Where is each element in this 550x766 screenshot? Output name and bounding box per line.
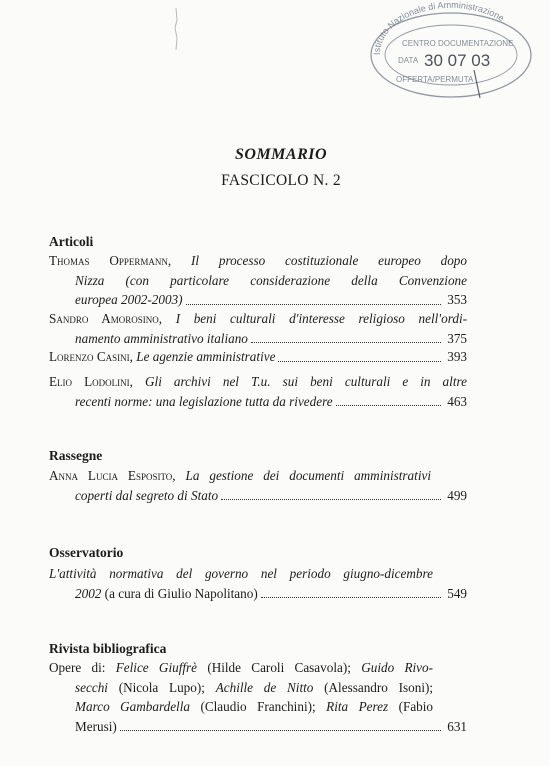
stamp-arc-text: Istituto Nazionale di Amministrazione — [371, 0, 506, 56]
stamp-line3: OFFERTA/PERMUTA — [396, 75, 474, 84]
reviewed-work: Guido Rivo- — [361, 660, 433, 675]
page-number: 353 — [447, 292, 467, 307]
stamp-line1: CENTRO DOCUMENTAZIONE — [402, 39, 514, 48]
section-title-osservatorio: Osservatorio — [49, 545, 124, 560]
entry-title-line: europea 2002-2003) — [75, 292, 183, 307]
dot-leader — [120, 717, 441, 732]
toc-line: Elio Lodolini, Gli archivi nel T.u. sui beni culturali e in altre — [49, 374, 467, 389]
library-stamp — [362, 0, 537, 100]
toc-entry-oppermann[interactable] — [49, 251, 467, 310]
page-number: 393 — [447, 349, 467, 364]
page-number: 631 — [447, 718, 467, 734]
reviewer: (Nicola Lupo); — [118, 679, 205, 695]
toc-entry-amorosino[interactable] — [49, 309, 467, 348]
entry-year: 2002 — [75, 585, 102, 601]
entry-author: Sandro Amorosino — [49, 311, 159, 326]
toc-line — [49, 697, 467, 717]
page-number: 375 — [447, 330, 467, 346]
page-number: 463 — [447, 393, 467, 409]
toc-entry-attivita-normativa[interactable] — [49, 564, 467, 603]
page-number: 549 — [447, 585, 467, 601]
toc-line — [49, 564, 467, 584]
issue-subtitle: FASCICOLO N. 2 — [221, 172, 341, 189]
toc-line — [49, 717, 467, 737]
entry-title-line: Il processo costituzionale europeo dopo — [191, 253, 467, 268]
dot-leader — [278, 347, 441, 362]
stamp-date-value: 30 07 03 — [424, 51, 491, 70]
reviewed-work: Marco Gambardella — [75, 699, 190, 714]
reviewer: (Alessandro Isoni); — [324, 679, 433, 695]
dot-leader — [251, 329, 441, 344]
entry-title-line: coperti dal segreto di Stato — [75, 487, 219, 503]
dot-leader — [186, 290, 442, 305]
toc-line: Sandro Amorosino, I beni culturali d'interesse religioso nell'ordi- — [49, 311, 467, 326]
toc-entry-esposito[interactable] — [49, 466, 467, 505]
reviewed-work: Rita Perez — [326, 699, 389, 714]
page-title: SOMMARIO — [234, 146, 328, 163]
toc-line — [49, 329, 467, 349]
toc-entry-casini[interactable] — [49, 347, 467, 367]
entry-title-line: Nizza (con particolare considerazione della Convenzione — [75, 272, 467, 288]
entry-title-line: I beni culturali d'interesse religioso nell'ordi- — [175, 311, 467, 326]
entry-title-line: La gestione dei documenti amministrativi — [185, 468, 431, 483]
reviewer: (Claudio Franchini); — [200, 699, 316, 714]
dot-leader — [336, 392, 442, 407]
toc-line — [49, 486, 467, 506]
entry-prefix: Opere di: — [49, 660, 106, 675]
section-title-articoli: Articoli — [49, 234, 94, 249]
stamp-date-label: DATA — [398, 56, 419, 65]
section-title-rivista-bibliografica: Rivista bibliografica — [49, 641, 167, 656]
toc-line: Lorenzo Casini, Le agenzie amministrative 393 — [49, 347, 467, 367]
toc-line: Thomas Oppermann, Il processo costituzionale europeo dopo — [49, 253, 467, 268]
entry-title-line: recenti norme: una legislazione tutta da rivedere — [75, 393, 333, 409]
entry-title-line: Le agenzie amministrative — [136, 349, 276, 364]
toc-entry-opere[interactable] — [49, 658, 467, 736]
dot-leader — [221, 486, 441, 501]
paper-speck — [172, 6, 180, 52]
dot-leader — [261, 584, 441, 599]
entry-title-line: Gli archivi nel T.u. sui beni culturali e in altre — [145, 374, 467, 389]
section-title-rassegne: Rassegne — [49, 448, 103, 463]
entry-author: Lorenzo Casini — [49, 349, 130, 364]
toc-line: Anna Lucia Esposito, La gestione dei documenti amministrativi — [49, 468, 431, 483]
title-block — [0, 146, 550, 190]
toc-line — [49, 678, 467, 698]
reviewed-work: secchi — [75, 679, 108, 695]
toc-entry-lodolini[interactable] — [49, 372, 467, 411]
entry-author: Anna Lucia Esposito — [49, 468, 173, 483]
page-number: 499 — [447, 487, 467, 503]
toc-line — [49, 658, 467, 678]
toc-line — [49, 392, 467, 412]
toc-line — [49, 271, 467, 291]
entry-title-line: L'attività normativa del governo nel periodo giugno-dicembre — [49, 566, 433, 581]
entry-author: Elio Lodolini — [49, 374, 130, 389]
reviewer: (Fabio — [398, 699, 433, 714]
entry-curator: (a cura di Giulio Napolitano) — [104, 585, 258, 601]
entry-title-line: namento amministrativo italiano — [75, 330, 248, 346]
reviewer: (Hilde Caroli Casavola); — [207, 660, 351, 675]
toc-line — [49, 290, 467, 310]
toc-line — [49, 584, 467, 604]
entry-author: Thomas Oppermann — [49, 253, 168, 268]
reviewer: Merusi) — [75, 718, 117, 734]
reviewed-work: Felice Giuffrè — [115, 660, 198, 675]
reviewed-work: Achille de Nitto — [215, 679, 314, 695]
